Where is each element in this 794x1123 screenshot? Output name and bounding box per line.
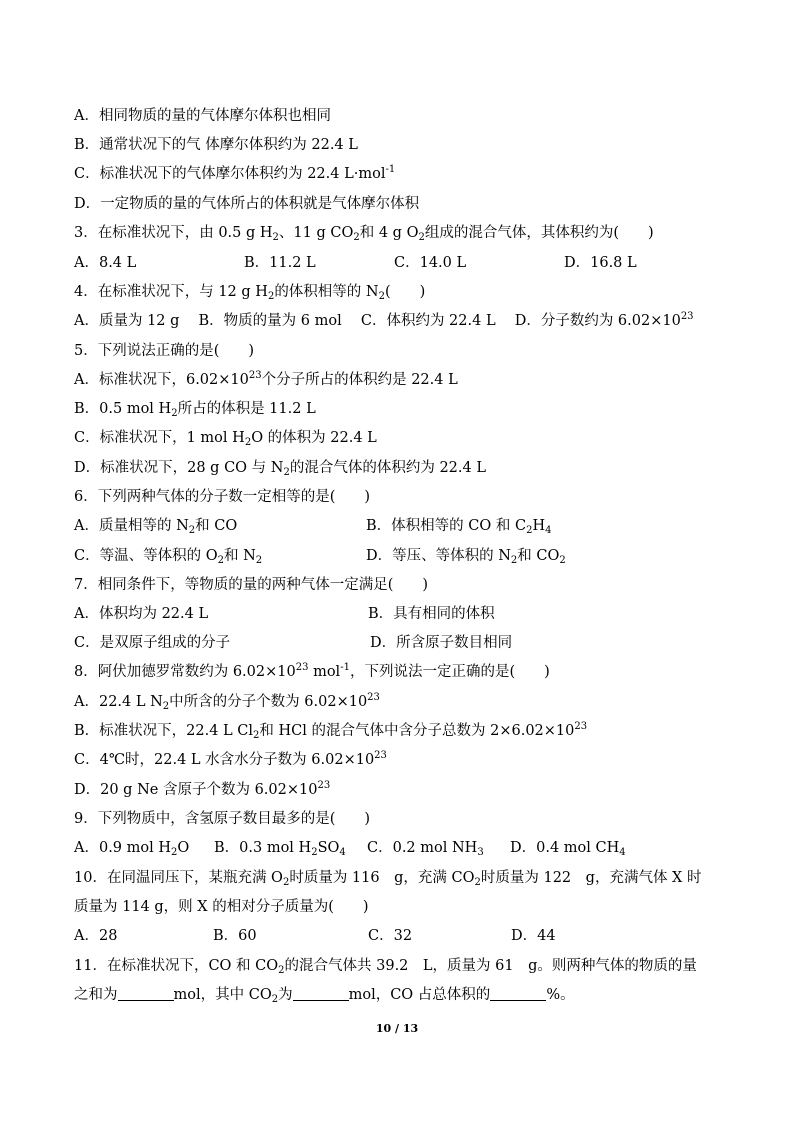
q2-option-d: D．一定物质的量的气体所占的体积就是气体摩尔体积: [74, 196, 420, 212]
q7-option-b: B．具有相同的体积: [368, 606, 495, 622]
q8-stem: 8．阿伏加德罗常数约为 $6.02\times 10^{23}$ mol$^{-1}$，下列说法一定正确的是( ): [74, 662, 550, 680]
q7-option-c: C．是双原子组成的分子: [74, 635, 231, 651]
q9-option-b: B．0.3 mol $H_2SO_4$: [214, 840, 346, 858]
q5-option-b: B．0.5 mol $H_2$所占的体积是 11.2 L: [74, 401, 316, 419]
q7-stem: 7．相同条件下，等物质的量的两种气体一定满足( ): [74, 577, 429, 593]
q11-stem-line2: 之和为 mol，其中 $CO_2$为 mol，CO 占总体积的 %。: [74, 987, 575, 1005]
q9-stem: 9．下列物质中，含氢原子数目最多的是( ): [74, 811, 371, 827]
q7-options-row2: [74, 633, 714, 653]
q6-option-d: D．等压、等体积的 $N_2$和 $CO_2$: [366, 548, 566, 566]
q10-stem-line1: 10．在同温同压下，某瓶充满 $O_2$时质量为 116 g，充满 $CO_2$时质量为 122 g，充满气体 X 时: [74, 870, 702, 888]
q9-option-d: D．0.4 mol $CH_4$: [510, 840, 626, 858]
q9-options: [74, 838, 714, 858]
q5-option-d: D．标准状况下，28 g CO 与 $N_2$的混合气体的体积约为 22.4 L: [74, 460, 486, 478]
q3-option-b: B．11.2 L: [244, 255, 316, 271]
q6-option-b: B．体积相等的 CO 和 $C_2H_4$: [366, 518, 552, 536]
q8-option-b: B．标准状况下，22.4 L $Cl_2$和 HCl 的混合气体中含分子总数为 $2\times 6.02\times 10^{23}$: [74, 721, 588, 741]
q10-option-b: B．60: [213, 928, 257, 944]
q9-option-a: A．0.9 mol $H_2O$: [74, 840, 190, 858]
q8-option-d: D．20 g Ne 含原子个数为 $6.02\times 10^{23}$: [74, 780, 331, 798]
answer-blank-1[interactable]: [118, 986, 174, 1001]
page-number: 10 / 13: [375, 1022, 419, 1035]
q7-option-a: A．体积均为 22.4 L: [74, 606, 209, 622]
q3-option-c: C．14.0 L: [394, 255, 467, 271]
q2-option-a: A．相同物质的量的气体摩尔体积也相同: [74, 108, 331, 124]
q6-option-c: C．等温、等体积的 $O_2$和 $N_2$: [74, 548, 263, 566]
q11-stem-line1: 11．在标准状况下，CO 和 $CO_2$的混合气体共 39.2 L，质量为 61 g。则两种气体的物质的量: [74, 958, 697, 976]
q10-stem-line2: 质量为 114 g，则 X 的相对分子质量为( ): [74, 899, 369, 915]
q5-stem: 5．下列说法正确的是( ): [74, 343, 255, 359]
q3-option-a: A．8.4 L: [74, 255, 137, 271]
q5-option-c: C．标准状况下，1 mol $H_2O$ 的体积为 22.4 L: [74, 430, 377, 448]
q3-options: [74, 253, 714, 273]
q4-stem: 4．在标准状况下，与 12 g $H_2$的体积相等的 $N_2$( ): [74, 284, 426, 302]
q4-options: A．质量为 12 g B．物质的量为 6 mol C．体积约为 22.4 L D．分子数约为 $6.02\times 10^{23}$: [74, 311, 694, 329]
q6-option-a: A．质量相等的 $N_2$和 CO: [74, 518, 238, 536]
q5-option-a: A．标准状况下，$6.02\times 10^{23}$个分子所占的体积约是 22.4 L: [74, 370, 458, 388]
q10-option-a: A．28: [74, 928, 118, 944]
q6-options-row2: [74, 546, 714, 566]
q3-option-d: D．16.8 L: [564, 255, 637, 271]
q8-option-a: A．22.4 L $N_2$中所含的分子个数为 $6.02\times 10^{23}$: [74, 692, 380, 712]
q2-option-c: C．标准状况下的气体摩尔体积约为 22.4 L·mol$^{-1}$: [74, 164, 396, 182]
q7-option-d: D．所含原子数目相同: [370, 635, 513, 651]
q7-options-row1: [74, 604, 714, 624]
q10-option-d: D．44: [511, 928, 556, 944]
q6-stem: 6．下列两种气体的分子数一定相等的是( ): [74, 489, 371, 505]
answer-blank-2[interactable]: [293, 986, 349, 1001]
q8-option-c: C．4℃时，22.4 L 水含水分子数为 $6.02\times 10^{23}$: [74, 750, 387, 768]
q10-options: [74, 926, 714, 946]
q10-option-c: C．32: [368, 928, 413, 944]
q2-option-b: B．通常状况下的气 体摩尔体积约为 22.4 L: [74, 137, 358, 153]
answer-blank-3[interactable]: [490, 986, 546, 1001]
q6-options-row1: [74, 516, 714, 536]
q3-stem: 3．在标准状况下，由 0.5 g $H_2$、11 g $CO_2$和 4 g $O_2$组成的混合气体，其体积约为( ): [74, 225, 654, 243]
q9-option-c: C．0.2 mol $NH_3$: [367, 840, 484, 858]
